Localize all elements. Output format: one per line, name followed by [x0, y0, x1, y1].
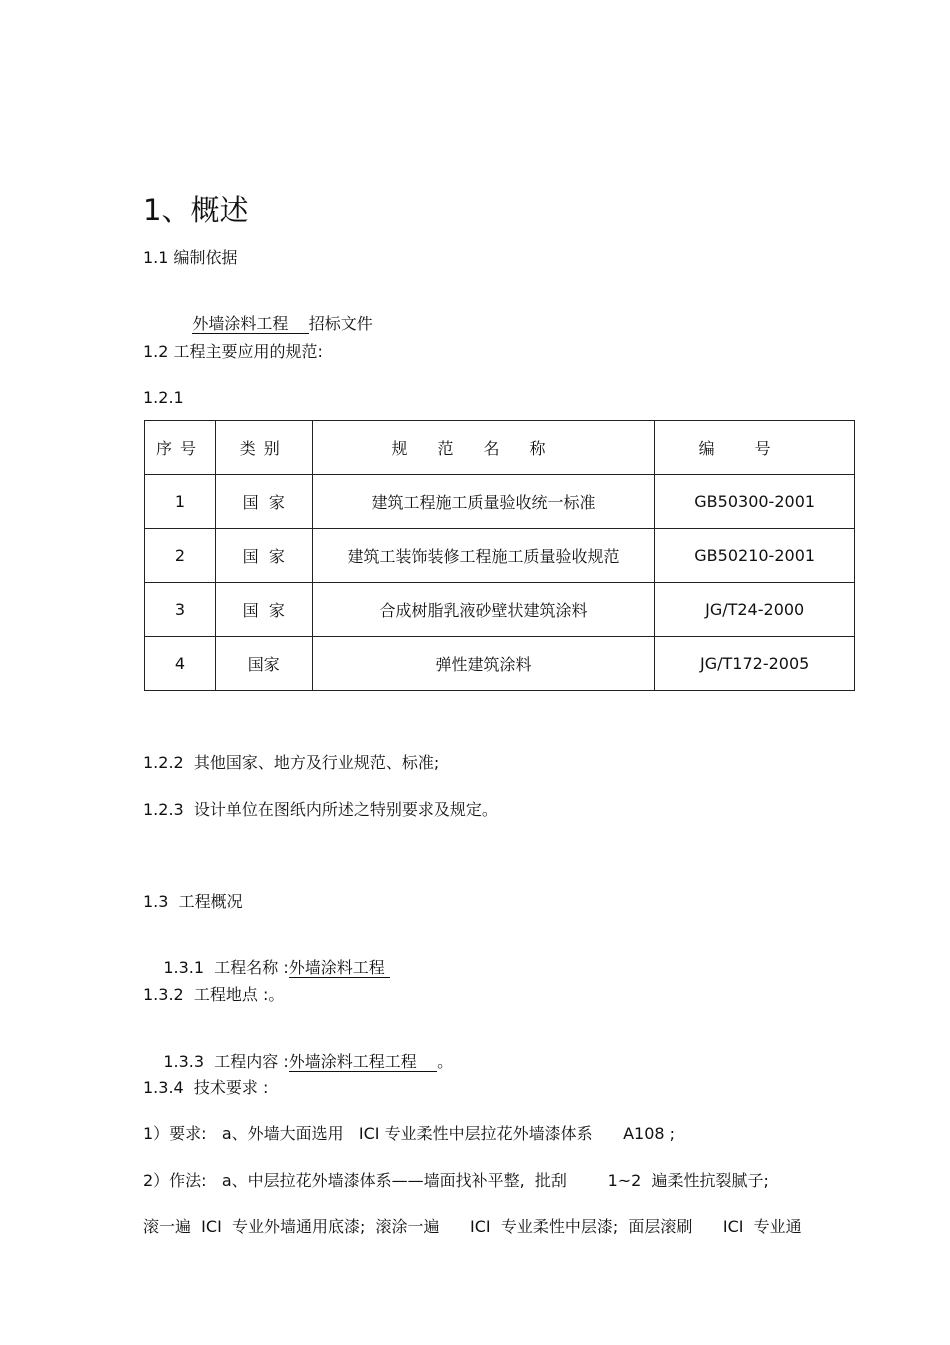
row-index: 1 [145, 475, 216, 529]
subsection-1-2-3: 1.2.3 设计单位在图纸内所述之特别要求及规定。 [143, 800, 498, 819]
header-category: 类别 [215, 421, 312, 475]
row-category: 国 家 [215, 529, 312, 583]
subsection-1-2-1: 1.2.1 [143, 388, 184, 407]
table-row [145, 637, 855, 691]
project-location-line: 1.3.2 工程地点 :。 [143, 985, 285, 1004]
row-standard-name: 弹性建筑涂料 [312, 637, 655, 691]
row-code: GB50210-2001 [655, 529, 855, 583]
table-row [145, 529, 855, 583]
subsection-1-2-2: 1.2.2 其他国家、地方及行业规范、标准; [143, 753, 440, 772]
row-index: 4 [145, 637, 216, 691]
technical-requirements-heading: 1.3.4 技术要求 : [143, 1078, 269, 1097]
row-code: GB50300-2001 [655, 475, 855, 529]
requirement-2-continued: 滚一遍 ICI 专业外墙通用底漆; 滚涂一遍 ICI 专业柔性中层漆; 面层滚刷 ICI 专业通 [143, 1217, 802, 1236]
row-code: JG/T172-2005 [655, 637, 855, 691]
row-standard-name: 建筑工装饰装修工程施工质量验收规范 [312, 529, 655, 583]
header-standard-name: 规范名称 [312, 421, 655, 475]
header-code: 编号 [655, 421, 855, 475]
table-row [145, 475, 855, 529]
row-code: JG/T24-2000 [655, 583, 855, 637]
section-heading: 1、概述 [143, 193, 249, 227]
standards-table [144, 420, 855, 691]
project-content-value: 外墙涂料工程工程 [288, 1052, 438, 1071]
table-header-row [145, 421, 855, 475]
requirement-1: 1）要求: a、外墙大面选用 ICI 专业柔性中层拉花外墙漆体系 A108 ; [143, 1124, 676, 1143]
row-category: 国 家 [215, 475, 312, 529]
row-category: 国家 [215, 637, 312, 691]
row-category: 国 家 [215, 583, 312, 637]
project-name-value: 外墙涂料工程 [288, 958, 390, 977]
header-index: 序号 [145, 421, 216, 475]
row-index: 2 [145, 529, 216, 583]
requirement-2: 2）作法: a、中层拉花外墙漆体系——墙面找补平整, 批刮 1~2 遍柔性抗裂腻子; [143, 1171, 769, 1190]
row-standard-name: 合成树脂乳液砂壁状建筑涂料 [312, 583, 655, 637]
row-index: 3 [145, 583, 216, 637]
project-name-label: 1.3.1 工程名称 : [163, 958, 289, 977]
row-standard-name: 建筑工程施工质量验收统一标准 [312, 475, 655, 529]
table-row [145, 583, 855, 637]
subsection-1-2: 1.2 工程主要应用的规范: [143, 342, 323, 361]
project-content-label: 1.3.3 工程内容 : [163, 1052, 289, 1071]
subsection-1-1: 1.1 编制依据 [143, 248, 238, 267]
subsection-1-3: 1.3 工程概况 [143, 892, 243, 911]
basis-doc: 招标文件 [308, 314, 373, 333]
project-content-tail: 。 [437, 1052, 454, 1071]
basis-project-name: 外墙涂料工程 [192, 314, 309, 333]
